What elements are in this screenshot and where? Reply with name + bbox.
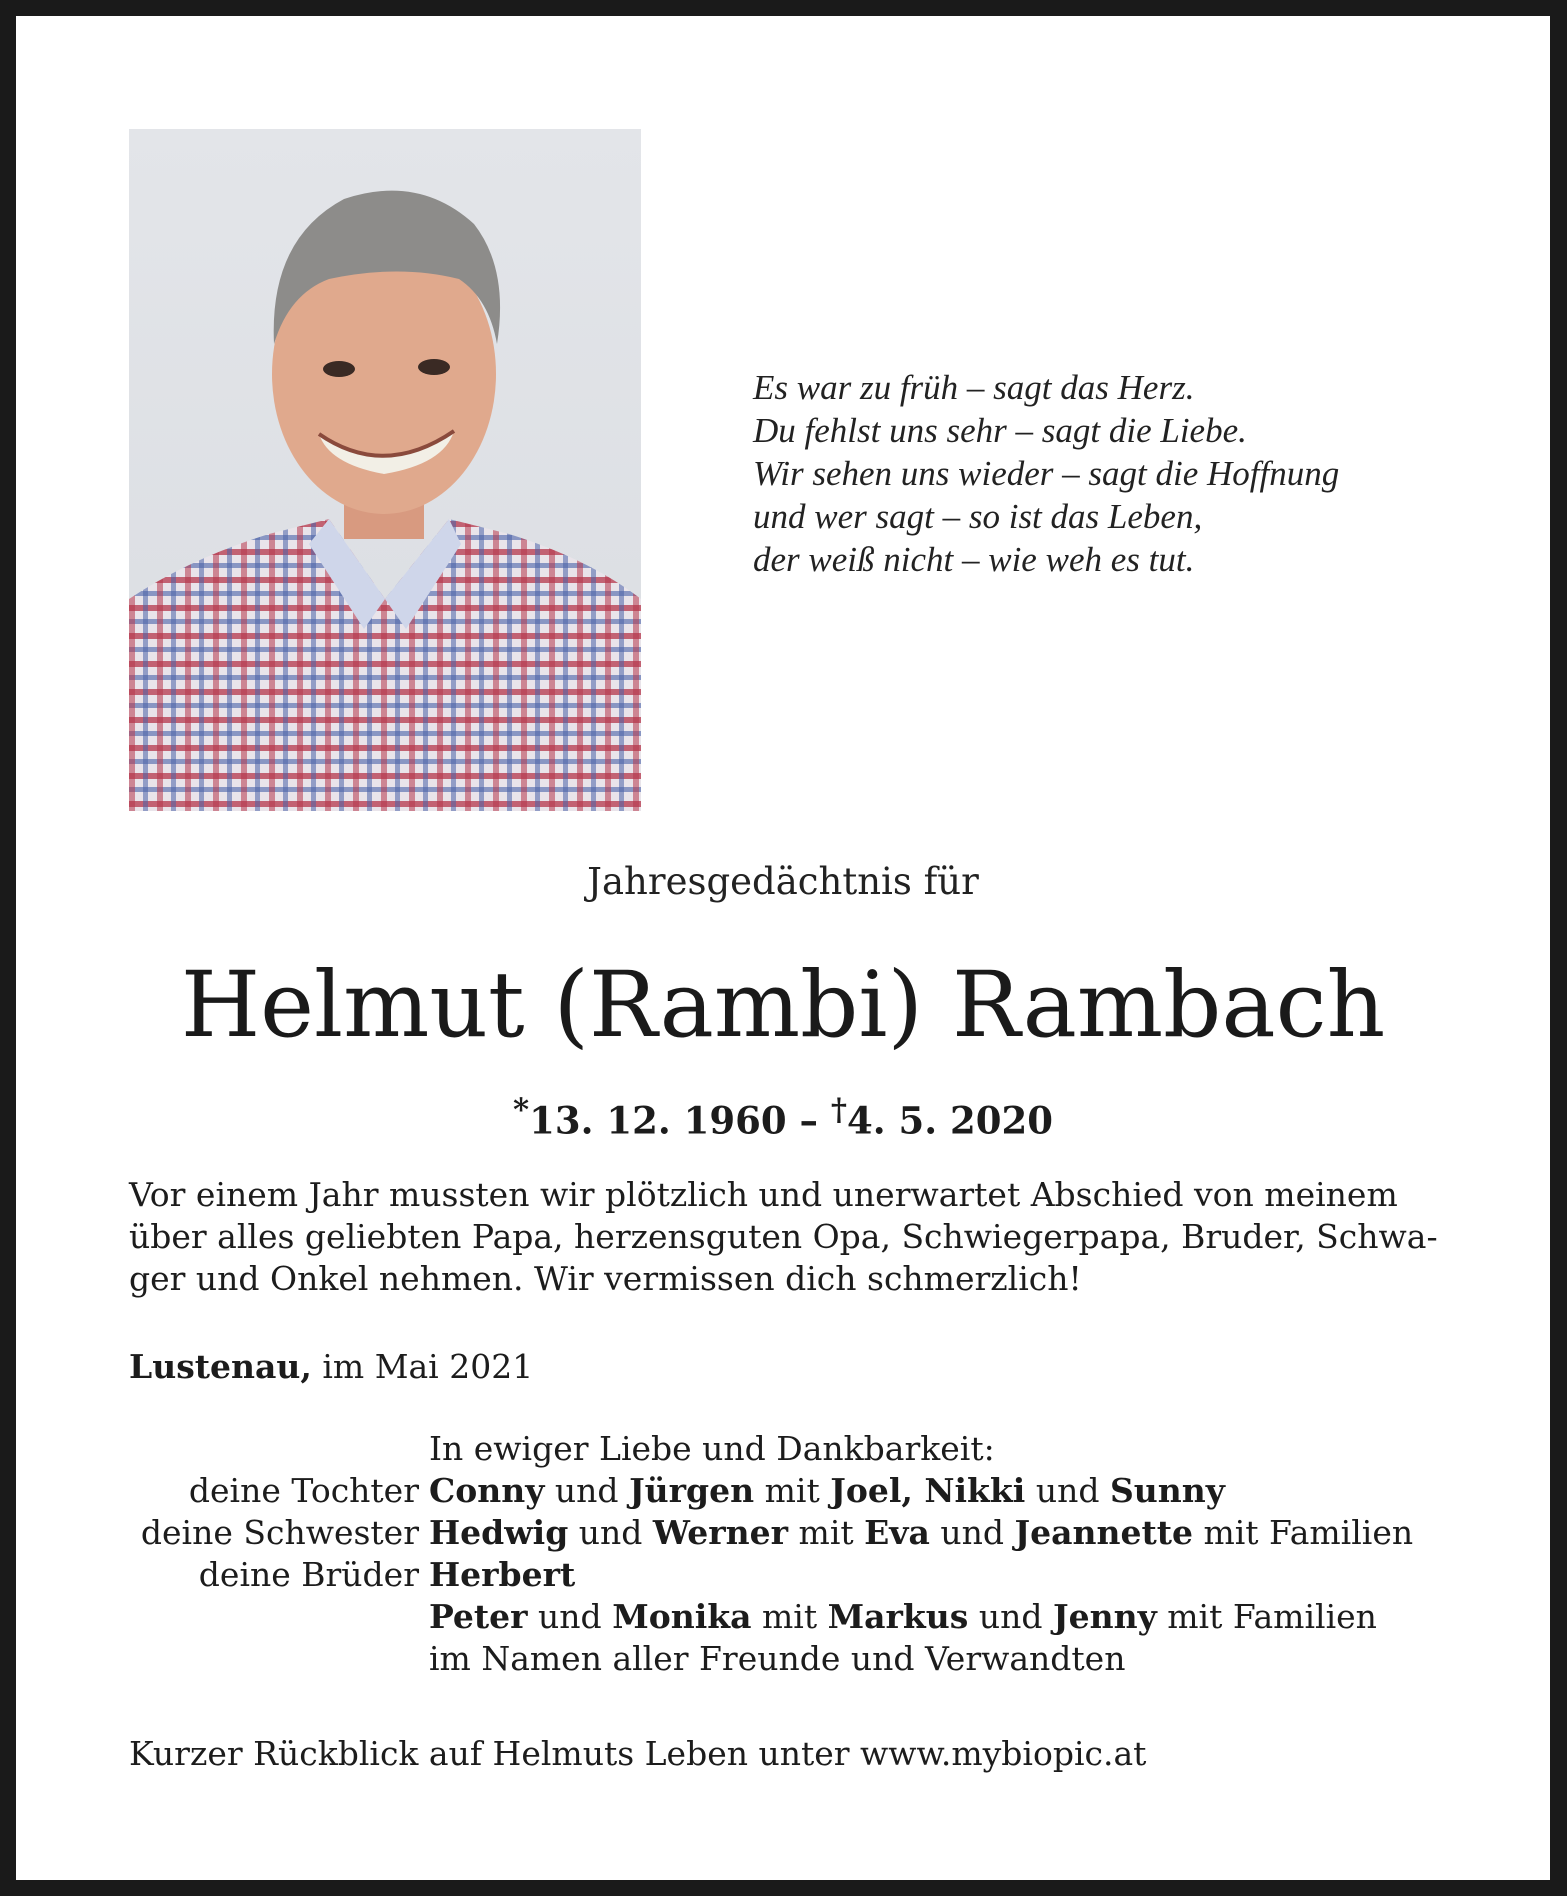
signer-row bbox=[129, 1554, 1459, 1596]
obituary-page bbox=[16, 16, 1550, 1880]
poem-line: Wir sehen uns wieder – sagt die Hoffnung bbox=[753, 454, 1340, 493]
signer-name: Hedwig bbox=[429, 1513, 569, 1552]
signer-label: deine Brüder bbox=[198, 1555, 419, 1594]
life-dates bbox=[16, 1092, 1550, 1142]
deceased-name: Helmut (Rambi) Rambach bbox=[180, 953, 1386, 1058]
signer-name: Herbert bbox=[429, 1555, 576, 1594]
connector: und bbox=[968, 1597, 1053, 1636]
signer-name: Monika bbox=[612, 1597, 752, 1636]
connector: mit bbox=[754, 1471, 831, 1510]
signers-heading: In ewiger Liebe und Dankbarkeit: bbox=[429, 1429, 995, 1468]
footer-link-text: Kurzer Rückblick auf Helmuts Leben unter www.mybiopic.at bbox=[129, 1734, 1147, 1773]
signers-closing-row bbox=[129, 1638, 1459, 1680]
date-separator: – bbox=[799, 1098, 818, 1143]
signer-row bbox=[129, 1512, 1459, 1554]
signer-label: deine Schwester bbox=[140, 1513, 419, 1552]
connector: mit Familien bbox=[1192, 1513, 1414, 1552]
intro-heading: Jahresgedächtnis für bbox=[587, 860, 979, 903]
connector: und bbox=[929, 1513, 1015, 1552]
birth-mark: * bbox=[512, 1092, 530, 1128]
signer-label bbox=[129, 1428, 429, 1470]
signer-names bbox=[429, 1470, 1225, 1512]
signer-name: Werner bbox=[652, 1513, 789, 1552]
signer-name: Jeannette bbox=[1014, 1513, 1193, 1552]
signer-name: Jenny bbox=[1052, 1597, 1157, 1636]
signer-row bbox=[129, 1596, 1459, 1638]
connector: mit bbox=[751, 1597, 828, 1636]
memorial-poem bbox=[753, 366, 1339, 581]
signer-name: Jürgen bbox=[629, 1471, 755, 1510]
poem-line: Es war zu früh – sagt das Herz. bbox=[753, 368, 1195, 407]
signer-row bbox=[129, 1470, 1459, 1512]
signer-names bbox=[429, 1596, 1377, 1638]
poem-line: der weiß nicht – wie weh es tut. bbox=[753, 540, 1195, 579]
connector: mit Familien bbox=[1156, 1597, 1377, 1636]
signers-heading-row bbox=[129, 1428, 1459, 1470]
connector: und bbox=[568, 1513, 653, 1552]
connector: und bbox=[544, 1471, 630, 1510]
signer-name: Conny bbox=[429, 1471, 545, 1510]
signer-names bbox=[429, 1554, 575, 1596]
signer-label: deine Tochter bbox=[188, 1471, 419, 1510]
birth-date: 13. 12. 1960 bbox=[529, 1098, 787, 1143]
connector: und bbox=[527, 1597, 613, 1636]
signer-name: Eva bbox=[864, 1513, 930, 1552]
text-line: ger und Onkel nehmen. Wir vermissen dich schmerzlich! bbox=[129, 1259, 1082, 1298]
announcement-text bbox=[129, 1174, 1449, 1300]
signer-label bbox=[129, 1638, 429, 1680]
poem-line: Du fehlst uns sehr – sagt die Liebe. bbox=[753, 411, 1247, 450]
connector: und bbox=[1025, 1471, 1110, 1510]
portrait-illustration bbox=[129, 129, 641, 811]
place-date bbox=[129, 1347, 533, 1386]
death-mark: † bbox=[830, 1092, 847, 1128]
signer-names bbox=[429, 1512, 1413, 1554]
signer-name: Markus bbox=[827, 1597, 969, 1636]
text-line: Vor einem Jahr mussten wir plötzlich und unerwartet Abschied von meinem bbox=[129, 1175, 1398, 1214]
signer-name: Peter bbox=[429, 1597, 528, 1636]
portrait-photo bbox=[129, 129, 641, 811]
place-month: im Mai 2021 bbox=[322, 1347, 534, 1386]
connector: mit bbox=[788, 1513, 865, 1552]
text-line: über alles geliebten Papa, herzensguten Opa, Schwiegerpapa, Bruder, Schwa- bbox=[129, 1217, 1438, 1256]
signers-block bbox=[129, 1428, 1459, 1680]
signer-label bbox=[129, 1596, 429, 1638]
signer-name: Sunny bbox=[1109, 1471, 1225, 1510]
death-date: 4. 5. 2020 bbox=[847, 1098, 1053, 1143]
signers-closing: im Namen aller Freunde und Verwandten bbox=[429, 1639, 1126, 1678]
place-city: Lustenau, bbox=[129, 1347, 312, 1386]
poem-line: und wer sagt – so ist das Leben, bbox=[753, 497, 1203, 536]
signer-name: Joel, Nikki bbox=[830, 1471, 1026, 1510]
